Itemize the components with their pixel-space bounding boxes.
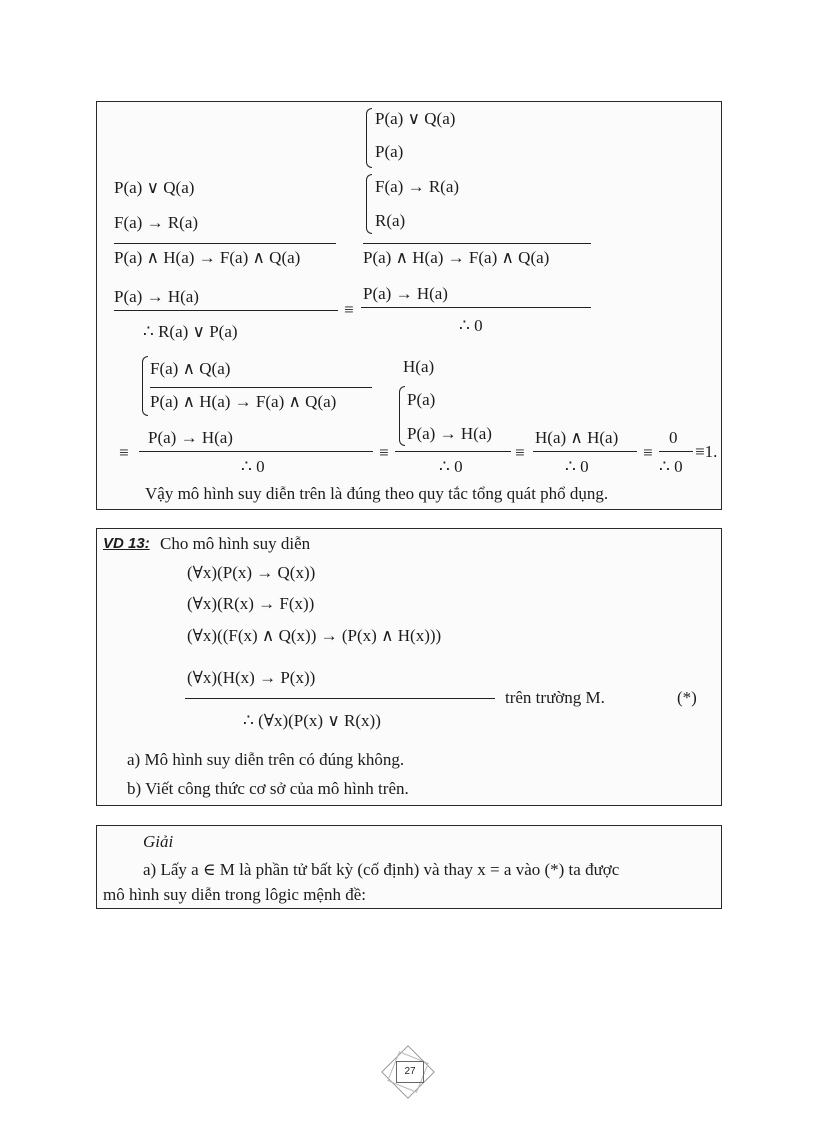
overline (114, 243, 336, 244)
formula: F(a) → R(a) (375, 177, 460, 196)
question-a: a) Mô hình suy diễn trên có đúng không. (127, 750, 405, 769)
fraction-denominator: ∴ 0 (459, 316, 483, 335)
conclusion: ∴ (∀x)(P(x) ∨ R(x)) (243, 711, 381, 730)
equiv-sign: ≡ (379, 443, 389, 462)
question-b: b) Viết công thức cơ sở của mô hình trên. (127, 779, 409, 798)
inference-bar (185, 698, 495, 699)
equation-mark: (*) (677, 688, 697, 707)
overline (150, 387, 372, 388)
system-brace (366, 174, 372, 234)
fraction-numerator: 0 (669, 428, 678, 447)
system-brace (399, 386, 405, 446)
formula: P(a) ∨ Q(a) (375, 109, 456, 128)
overline (363, 243, 591, 244)
result-one: ≡1. (695, 442, 718, 461)
equiv-sign: ≡ (344, 300, 354, 319)
premise: F(a) → R(a) (114, 213, 199, 232)
inference-bar (659, 451, 693, 452)
solution-line: mô hình suy diễn trong lôgic mệnh đề: (103, 885, 366, 904)
solution-title: Giải (143, 832, 174, 851)
fraction-denominator: ∴ 0 (439, 457, 463, 476)
formula: H(a) (403, 357, 435, 376)
example-box (96, 528, 722, 806)
fraction-denominator: ∴ 0 (659, 457, 683, 476)
system-brace (366, 108, 372, 168)
equiv-sign: ≡ (643, 443, 653, 462)
inference-bar (395, 451, 511, 452)
fraction-denominator: ∴ 0 (241, 457, 265, 476)
conclusion: ∴ R(a) ∨ P(a) (143, 322, 238, 341)
formula: P(a) → H(a) (407, 424, 492, 443)
formula: P(a) ∧ H(a) → F(a) ∧ Q(a) (150, 392, 337, 411)
example-intro: Cho mô hình suy diễn (160, 534, 311, 553)
fraction-numerator: P(a) → H(a) (148, 428, 233, 447)
formula: P(a) (407, 390, 436, 409)
field-text: trên trường M. (505, 688, 605, 707)
premise: (∀x)((F(x) ∧ Q(x)) → (P(x) ∧ H(x))) (187, 626, 442, 645)
inference-bar (361, 307, 591, 308)
conclusion-sentence: Vậy mô hình suy diễn trên là đúng theo quy tắc tổng quát phổ dụng. (145, 484, 609, 503)
equiv-sign: ≡ (515, 443, 525, 462)
equiv-sign: ≡ (119, 443, 129, 462)
premise: (∀x)(H(x) → P(x)) (187, 668, 316, 687)
fraction-numerator: P(a) → H(a) (363, 284, 448, 303)
example-label: VD 13: (103, 535, 150, 552)
formula: R(a) (375, 211, 406, 230)
inference-bar (533, 451, 637, 452)
inference-bar (139, 451, 373, 452)
premise: P(a) ∧ H(a) → F(a) ∧ Q(a) (114, 248, 301, 267)
formula: F(a) ∧ Q(a) (150, 359, 231, 378)
formula: P(a) ∧ H(a) → F(a) ∧ Q(a) (363, 248, 550, 267)
system-brace (142, 356, 148, 416)
formula: P(a) (375, 142, 404, 161)
solution-line: a) Lấy a ∈ M là phần tử bất kỳ (cố định) và thay x = a vào (*) ta được (143, 860, 620, 879)
premise: P(a) ∨ Q(a) (114, 178, 195, 197)
page-number: 27 (396, 1061, 424, 1083)
inference-bar (114, 310, 338, 311)
derivation-box (96, 101, 722, 510)
premise: (∀x)(R(x) → F(x)) (187, 594, 315, 613)
premise: P(a) → H(a) (114, 287, 199, 306)
premise: (∀x)(P(x) → Q(x)) (187, 563, 316, 582)
fraction-denominator: ∴ 0 (565, 457, 589, 476)
fraction-numerator: H(a) ∧ H(a) (535, 428, 619, 447)
solution-box (96, 825, 722, 909)
